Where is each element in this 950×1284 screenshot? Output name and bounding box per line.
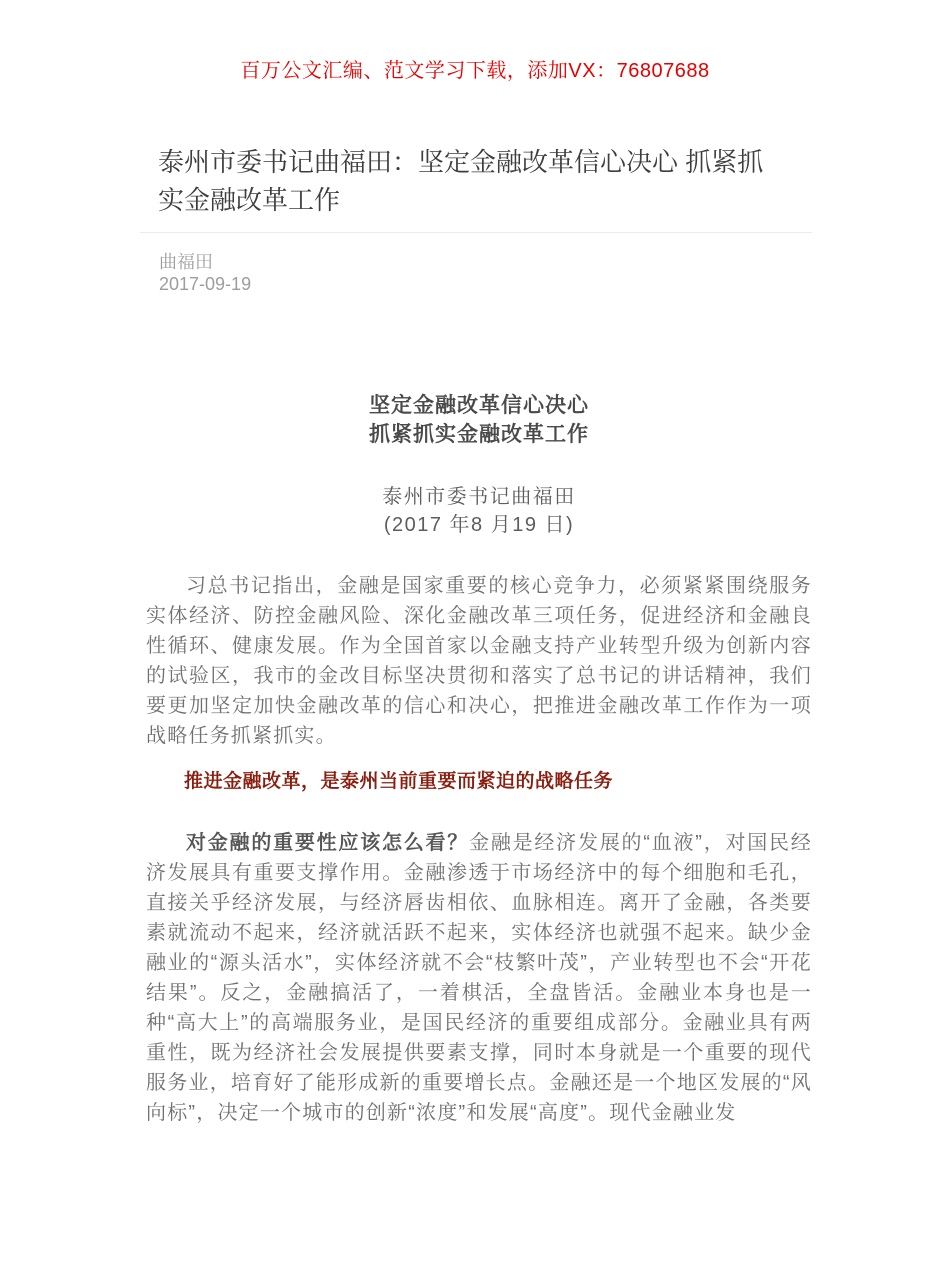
paragraph-2 xyxy=(146,828,812,1128)
author-name: 曲福田 xyxy=(159,252,213,272)
paragraph-2-body: 金融是经济发展的“血液”，对国民经济发展具有重要支撑作用。金融渗透于市场经济中的每个细胞和毛孔，直接关乎经济发展，与经济唇齿相依、血脉相连。离开了金融，各类要素就流动不起来，经济就活跃不起来，实体经济也就强不起来。缺少金融业的“源头活水”，实体经济就不会“枝繁叶茂”，产业转型也不会“开花结果”。反之，金融搞活了，一着棋活，全盘皆活。金融业本身也是一种“高大上”的高端服务业，是国民经济的重要组成部分。金融业具有两重性，既为经济社会发展提供要素支撑，同时本身就是一个重要的现代服务业，培育好了能形成新的重要增长点。金融还是一个地区发展的“风向标”，决定一个城市的创新“浓度”和发展“高度”。现代金融业发 xyxy=(146,832,812,1124)
article-container xyxy=(146,143,812,1128)
article-meta xyxy=(146,251,812,295)
section-heading: 推进金融改革，是泰州当前重要而紧迫的战略任务 xyxy=(184,771,614,792)
paragraph-2-lead: 对金融的重要性应该怎么看？ xyxy=(186,832,470,854)
speech-date: (2017 年8 月19 日) xyxy=(383,514,575,536)
document-heading-line-1: 坚定金融改革信心决心 xyxy=(369,394,589,417)
page-title: 泰州市委书记曲福田：坚定金融改革信心决心 抓紧抓实金融改革工作 xyxy=(158,147,764,215)
publish-date: 2017-09-19 xyxy=(159,274,252,294)
speaker-name: 泰州市委书记曲福田 xyxy=(382,486,576,508)
paragraph-1: 习总书记指出，金融是国家重要的核心竞争力，必须紧紧围绕服务实体经济、防控金融风险、深化金融改革三项任务，促进经济和金融良性循环、健康发展。作为全国首家以金融支持产业转型升级为创新内容的试验区，我市的金改目标坚决贯彻和落实了总书记的讲话精神，我们要更加坚定加快金融改革的信心和决心，把推进金融改革工作作为一项战略任务抓紧抓实。 xyxy=(146,575,812,747)
title-divider xyxy=(140,232,812,233)
document-byline xyxy=(146,483,812,539)
document-heading xyxy=(146,391,812,449)
document-heading-line-2: 抓紧抓实金融改革工作 xyxy=(369,423,589,446)
promo-banner-text: 百万公文汇编、范文学习下载，添加VX：76807688 xyxy=(240,60,710,82)
